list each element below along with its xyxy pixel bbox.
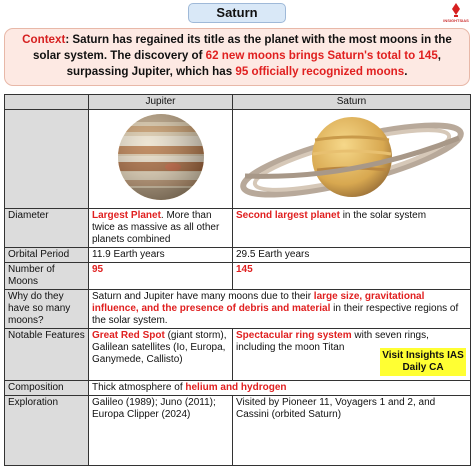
image-row [5,110,471,209]
saturn-features-highlight: Spectacular ring system [236,330,352,341]
why-label: Why do they have so many moons? [5,290,89,329]
jupiter-moons: 95 [89,263,233,290]
saturn-diameter-highlight: Second largest planet [236,210,340,221]
why-text-2: in their respective regions of the solar system. [92,303,459,326]
saturn-image-cell [233,110,471,209]
header-empty [5,95,89,110]
jupiter-image-cell [89,110,233,209]
header-saturn: Saturn [233,95,471,110]
context-text-2: , surpassing Jupiter, which has [66,49,442,78]
saturn-orbital: 29.5 Earth years [233,248,471,263]
why-highlight: large size, gravitational influence, and the presence of debris and material [92,291,425,314]
composition-text-1: Thick atmosphere of [92,382,186,393]
composition-label: Composition [5,381,89,396]
jupiter-features [89,329,233,381]
insights-logo [440,2,472,30]
jupiter-diameter [89,209,233,248]
composition-row [5,381,471,396]
composition-text [89,381,471,396]
jupiter-planet-icon [109,112,213,202]
saturn-planet-icon [235,110,469,204]
diameter-row [5,209,471,248]
orbital-row [5,248,471,263]
page-title: Saturn [188,3,286,23]
saturn-diameter-text: in the solar system [339,210,427,221]
context-text-1: : Saturn has regained its title as the planet with the most moons in the solar system. The discovery of [32,33,452,62]
orbital-label: Orbital Period [5,248,89,263]
context-box [4,28,470,86]
exploration-row [5,396,471,466]
jupiter-diameter-text: . More than twice as massive as all other planets combined [92,210,220,245]
features-label: Notable Features [5,329,89,381]
jupiter-diameter-highlight: Largest Planet [92,210,161,221]
context-text-3: . [404,65,408,78]
insights-banner[interactable]: Visit Insights IAS Daily CA [380,348,466,376]
moons-row [5,263,471,290]
saturn-features-text: with seven rings, including the moon Titan [236,330,429,353]
diameter-label: Diameter [5,209,89,248]
jupiter-orbital: 11.9 Earth years [89,248,233,263]
jupiter-features-text: (giant storm), Galilean satellites (Io, Europa, Ganymede, Callisto) [92,330,227,365]
image-row-label [5,110,89,209]
saturn-diameter [233,209,471,248]
saturn-exploration: Visited by Pioneer 11, Voyagers 1 and 2, and Cassini (orbited Saturn) [233,396,471,466]
jupiter-features-highlight: Great Red Spot [92,330,165,341]
comparison-table [4,94,471,466]
moons-label: Number of Moons [5,263,89,290]
logo-text: INSIGHTSIAS [443,18,469,23]
why-row [5,290,471,329]
saturn-features [233,329,471,381]
why-text [89,290,471,329]
context-highlight-2: 95 officially recognized moons [235,65,405,78]
saturn-moons: 145 [233,263,471,290]
exploration-label: Exploration [5,396,89,466]
table-header-row [5,95,471,110]
lamp-icon [448,2,464,18]
context-label: Context [22,33,66,46]
jupiter-exploration: Galileo (1989); Juno (2011); Europa Clipper (2024) [89,396,233,466]
features-row [5,329,471,381]
header-jupiter: Jupiter [89,95,233,110]
why-text-1: Saturn and Jupiter have many moons due to their [92,291,314,302]
composition-highlight: helium and hydrogen [185,382,287,393]
context-highlight-1: 62 new moons brings Saturn's total to 145 [205,49,438,62]
